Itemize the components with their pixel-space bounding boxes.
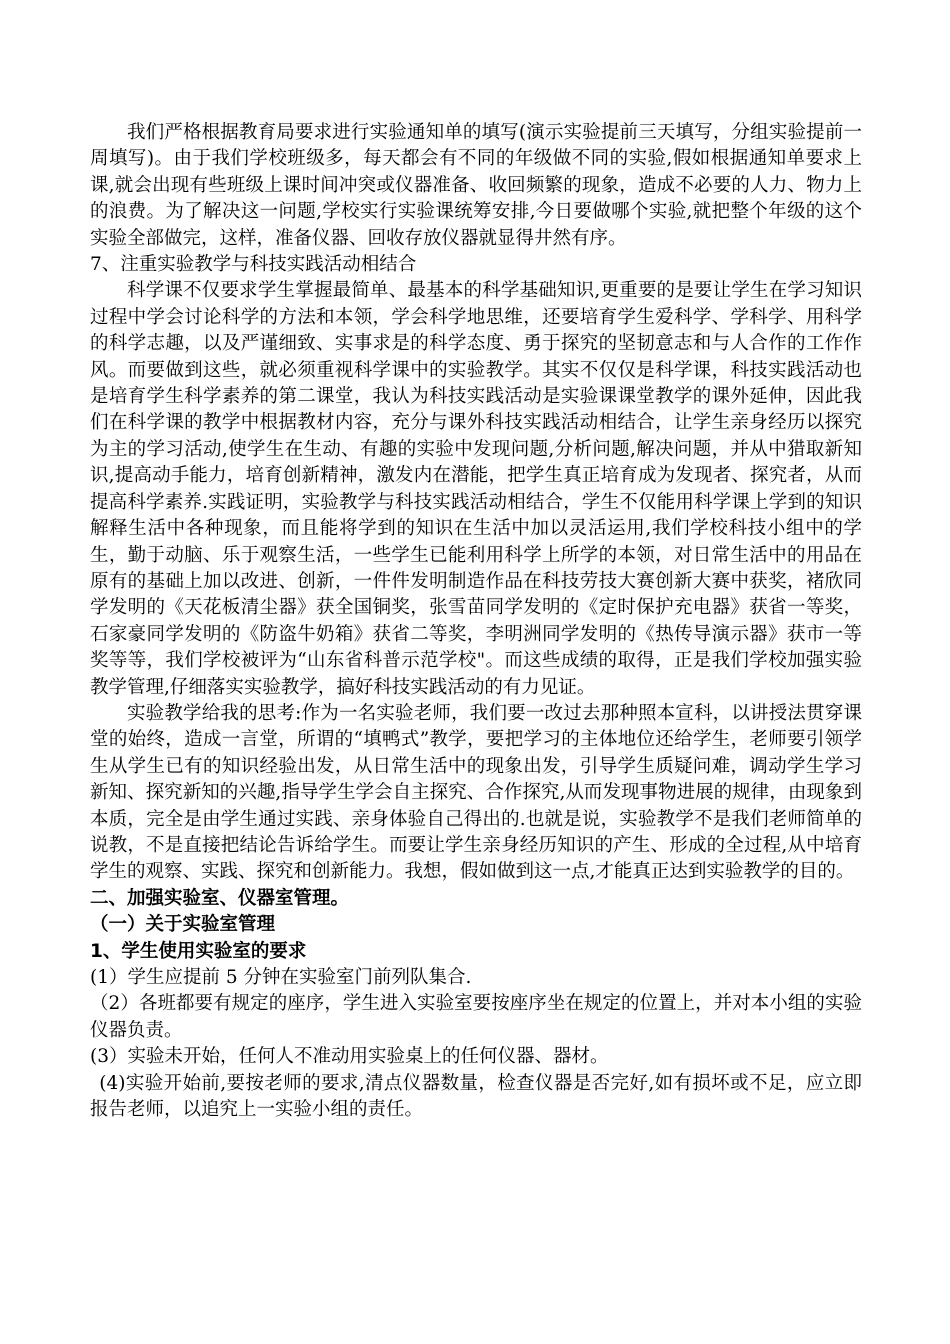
document-page [90,120,862,1123]
paragraph-experiment-notice: 我们严格根据教育局要求进行实验通知单的填写(演示实验提前三天填写，分组实验提前一周填写)。由于我们学校班级多，每天都会有不同的年级做不同的实验,假如根据通知单要求上课,就会出现有些班级上课时间冲突或仪器准备、收回频繁的现象，造成不必要的人力、物力上的浪费。为了解决这一问题,学校实行实验课统筹安排,今日要做哪个实验,就把整个年级的这个实验全部做完，这样，准备仪器、回收存放仪器就显得井然有序。 [90,122,862,249]
rule-item-3: (3）实验未开始，任何人不准动用实验桌上的任何仪器、器材。 [90,1046,609,1068]
heading-section-7: 7、注重实验教学与科技实践活动相结合 [90,254,417,276]
heading-lab-management: 二、加强实验室、仪器室管理。 [90,887,350,909]
heading-lab-management-sub: （一）关于实验室管理 [90,914,276,936]
heading-student-requirements: 1、学生使用实验室的要求 [90,940,307,962]
rule-item-4: (4)实验开始前,要按老师的要求,清点仪器数量，检查仪器是否完好,如有损坏或不足，应立即报告老师，以追究上一实验小组的责任。 [90,1072,862,1121]
paragraph-science-practice: 科学课不仅要求学生掌握最简单、最基本的科学基础知识,更重要的是要让学生在学习知识过程中学会讨论科学的方法和本领，学会科学地思维，还要培育学生爱科学、学科学、用科学的科学志趣，以及严谨细致、实事求是的科学态度、勇于探究的坚韧意志和与人合作的工作作风。而要做到这些，就必须重视科学课中的实验教学。其实不仅仅是科学课，科技实践活动也是培育学生科学素养的第二课堂，我认为科技实践活动是实验课课堂教学的课外延伸，因此我们在科学课的教学中根据教材内容，充分与课外科技实践活动相结合，让学生亲身经历以探究为主的学习活动,使学生在生动、有趣的实验中发现问题,分析问题,解决问题，并从中猎取新知识,提高动手能力，培育创新精神，激发内在潜能，把学生真正培育成为发现者、探究者，从而提高科学素养.实践证明，实验教学与科技实践活动相结合，学生不仅能用科学课上学到的知识解释生活中各种现象，而且能将学到的知识在生活中加以灵活运用,我们学校科技小组中的学生，勤于动脑、乐于观察生活，一些学生已能利用科学上所学的本领，对日常生活中的用品在原有的基础上加以改进、创新，一件件发明制造作品在科技劳技大赛创新大赛中获奖，褚欣同学发明的《天花板清尘器》获全国铜奖，张雪苗同学发明的《定时保护充电器》获省一等奖，石家豪同学发明的《防盗牛奶箱》获省二等奖，李明洲同学发明的《热传导演示器》获市一等奖等等，我们学校被评为“山东省科普示范学校"。而这些成绩的取得，正是我们学校加强实验教学管理,仔细落实实验教学，搞好科技实践活动的有力见证。 [90,280,862,698]
paragraph-teaching-reflection: 实验教学给我的思考:作为一名实验老师，我们要一改过去那种照本宣科，以讲授法贯穿课堂的始终，造成一言堂，所谓的“填鸭式”教学，要把学习的主体地位还给学生，老师要引领学生从学生已有的知识经验出发，从日常生活中的现象出发，引导学生质疑问难，调动学生学习新知、探究新知的兴趣,指导学生学会自主探究、合作探究,从而发现事物进展的规律，由现象到本质，完全是由学生通过实践、亲身体验自己得出的.也就是说，实验教学不是我们老师简单的说教，不是直接把结论告诉给学生。而要让学生亲身经历知识的产生、形成的全过程,从中培育学生的观察、实践、探究和创新能力。我想，假如做到这一点,才能真正达到实验教学的目的。 [90,702,862,883]
rule-item-1: (1）学生应提前 5 分钟在实验室门前列队集合. [90,967,472,988]
rule-item-2: （2）各班都要有规定的座序，学生进入实验室要按座序坐在规定的位置上，并对本小组的实验仪器负责。 [90,993,862,1041]
